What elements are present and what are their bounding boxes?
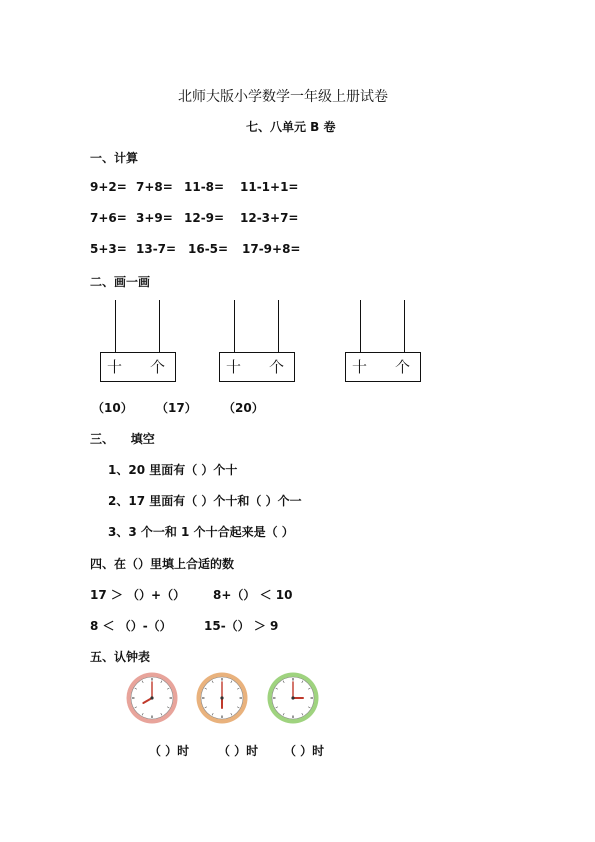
abacus-tens-label: 十: [107, 358, 123, 376]
calc-item: 3+9=: [136, 211, 173, 225]
calc-item: 17-9+8=: [242, 242, 301, 256]
page-title: 北师大版小学数学一年级上册试卷: [178, 89, 388, 105]
section-calc-heading: 一、计算: [90, 151, 139, 165]
abacus-tens-label: 十: [352, 358, 368, 376]
clock-center: [150, 696, 153, 699]
abacus-ones-label: 个: [269, 358, 285, 376]
abacus-rod: [278, 300, 279, 354]
page-subtitle: 七、八单元 B 卷: [246, 120, 336, 134]
abacus-number: （10）: [92, 401, 133, 415]
abacus-ones-label: 个: [395, 358, 411, 376]
abacus-number: （17）: [156, 401, 197, 415]
calc-item: 11-1+1=: [240, 180, 299, 194]
calc-item: 13-7=: [136, 242, 177, 256]
compare-item: 15-（） ＞ 9: [204, 619, 279, 633]
calc-item: 12-3+7=: [240, 211, 299, 225]
calc-row: [0, 211, 595, 227]
calc-row: [0, 242, 595, 258]
section-draw-heading: 二、画一画: [90, 275, 151, 289]
compare-item: 8 ＜ （）-（）: [90, 619, 172, 633]
calc-item: 16-5=: [188, 242, 229, 256]
compare-item: 17 ＞ （）+（）: [90, 588, 186, 602]
section-clock-heading: 五、认钟表: [90, 650, 151, 664]
fill-item: 1、20 里面有（ ）个十: [108, 463, 238, 477]
calc-item: 9+2=: [90, 180, 127, 194]
section-compare-heading: 四、在（）里填上合适的数: [90, 557, 235, 571]
clock-face: [125, 671, 179, 725]
abacus-rod: [404, 300, 405, 354]
abacus: [100, 300, 176, 382]
abacus-rod: [159, 300, 160, 354]
abacus: [345, 300, 421, 382]
clock-face: [195, 671, 249, 725]
calc-item: 5+3=: [90, 242, 127, 256]
calc-item: 7+8=: [136, 180, 173, 194]
clock-answer: （ ）时: [218, 744, 259, 758]
clock-face: [266, 671, 320, 725]
compare-item: 8+（） ＜ 10: [213, 588, 293, 602]
abacus-tens-label: 十: [226, 358, 242, 376]
clock-answer: （ ）时: [149, 744, 190, 758]
abacus-ones-label: 个: [150, 358, 166, 376]
calc-item: 11-8=: [184, 180, 225, 194]
fill-item: 2、17 里面有（ ）个十和（ ）个一: [108, 494, 302, 508]
clock-center: [291, 696, 294, 699]
calc-item: 12-9=: [184, 211, 225, 225]
calc-row: [0, 180, 595, 196]
section-fill-heading: 三、 填空: [90, 432, 155, 446]
abacus: [219, 300, 295, 382]
fill-item: 3、3 个一和 1 个十合起来是（ ）: [108, 525, 294, 539]
abacus-rod: [360, 300, 361, 354]
clock-center: [220, 696, 223, 699]
abacus-rod: [234, 300, 235, 354]
calc-item: 7+6=: [90, 211, 127, 225]
abacus-rod: [115, 300, 116, 354]
clock-answer: （ ）时: [284, 744, 325, 758]
abacus-number: （20）: [223, 401, 264, 415]
